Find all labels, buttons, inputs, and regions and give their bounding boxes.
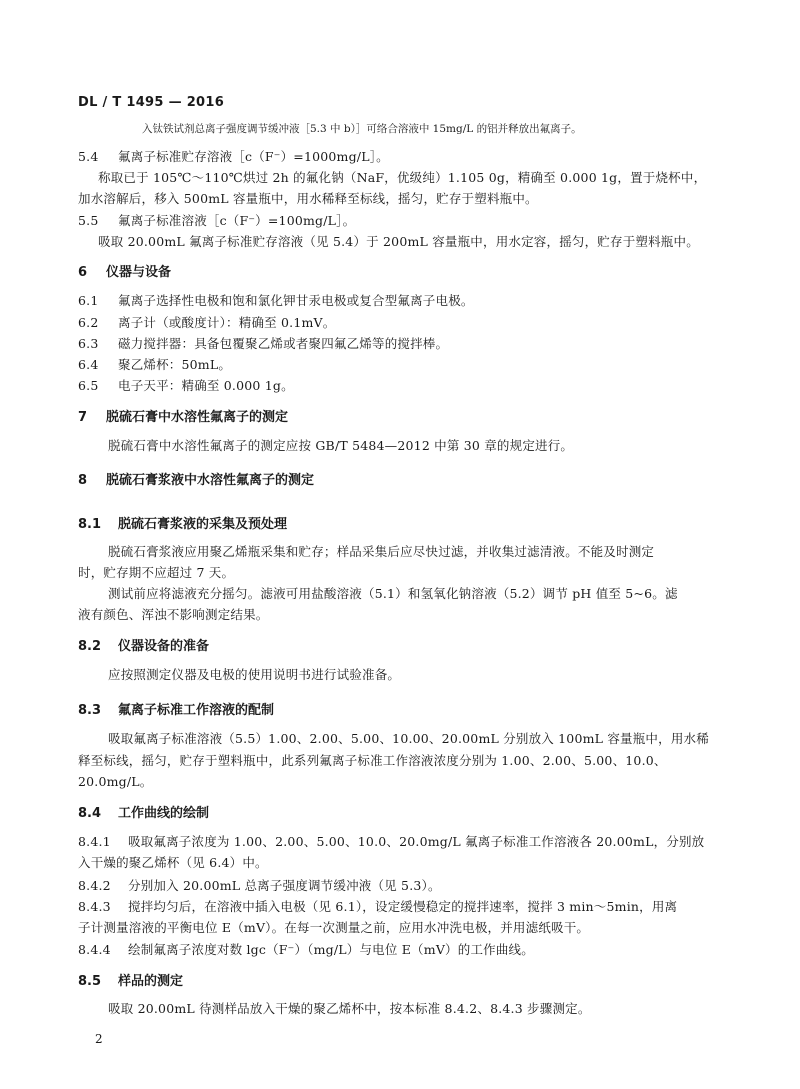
section-7-text: 脱硫石膏中水溶性氟离子的测定应按 GB/T 5484—2012 中第 30 章的规定进行。 <box>108 438 574 453</box>
section-8-3-heading: 8.3 氟离子标准工作溶液的配制 <box>78 703 275 718</box>
clause-8-4-4: 8.4.4 绘制氟离子浓度对数 lgc（F⁻）（mg/L）与电位 E（mV）的工作曲线。 <box>78 942 534 957</box>
clause-5-4: 5.4 氟离子标准贮存溶液［c（F⁻）=1000mg/L］。 <box>78 149 389 164</box>
section-8-3-line-2: 释至标线，摇匀，贮存于塑料瓶中，此系列氟离子标准工作溶液浓度分别为 1.00、2.00、5.00、10.0、 <box>78 753 667 768</box>
section-8-3-line-1: 吸取氟离子标准溶液（5.5）1.00、2.00、5.00、10.00、20.00mL 分别放入 100mL 容量瓶中，用水稀 <box>108 731 709 746</box>
section-6-heading: 6 仪器与设备 <box>78 265 172 280</box>
clause-5-5-line-1: 吸取 20.00mL 氟离子标准贮存溶液（见 5.4）于 200mL 容量瓶中，用水定容，摇匀，贮存于塑料瓶中。 <box>98 234 699 249</box>
standard-header: DL / T 1495 — 2016 <box>78 95 225 110</box>
note-line: 入钛铁试剂总离子强度调节缓冲液［5.3 中 b）］可络合溶液中 15mg/L 的铝并释放出氟离子。 <box>142 123 582 135</box>
clause-6-3: 6.3 磁力搅拌器：具备包覆聚乙烯或者聚四氟乙烯等的搅拌棒。 <box>78 336 449 351</box>
clause-6-4: 6.4 聚乙烯杯：50mL。 <box>78 357 232 372</box>
clause-6-5: 6.5 电子天平：精确至 0.000 1g。 <box>78 378 294 393</box>
clause-8-4-2: 8.4.2 分别加入 20.00mL 总离子强度调节缓冲液（见 5.3）。 <box>78 878 441 893</box>
section-8-5-heading: 8.5 样品的测定 <box>78 974 184 989</box>
clause-5-4-title: 氟离子标准贮存溶液［c（F⁻）=1000mg/L］。 <box>118 149 389 164</box>
section-8-1-heading: 8.1 脱硫石膏浆液的采集及预处理 <box>78 517 288 532</box>
section-8-1-line-3: 测试前应将滤液充分摇匀。滤液可用盐酸溶液（5.1）和氢氧化钠溶液（5.2）调节 pH 值至 5~6。滤 <box>108 586 678 601</box>
section-7-heading: 7 脱硫石膏中水溶性氟离子的测定 <box>78 410 289 425</box>
clause-6-1: 6.1 氟离子选择性电极和饱和氯化钾甘汞电极或复合型氟离子电极。 <box>78 293 474 308</box>
clause-8-4-1-cont: 入干燥的聚乙烯杯（见 6.4）中。 <box>78 855 268 870</box>
section-8-2-text: 应按照测定仪器及电极的使用说明书进行试验准备。 <box>108 667 401 682</box>
clause-8-4-3: 8.4.3 搅拌均匀后，在溶液中插入电极（见 6.1），设定缓慢稳定的搅拌速率，搅拌 3 min～5min，用离 <box>78 899 678 914</box>
section-8-3-line-3: 20.0mg/L。 <box>78 774 153 789</box>
clause-5-5: 5.5 氟离子标准溶液［c（F⁻）=100mg/L］。 <box>78 213 356 228</box>
page-number: 2 <box>95 1032 103 1046</box>
section-8-1-line-1: 脱硫石膏浆液应用聚乙烯瓶采集和贮存；样品采集后应尽快过滤，并收集过滤清液。不能及时测定 <box>108 544 655 559</box>
section-8-heading: 8 脱硫石膏浆液中水溶性氟离子的测定 <box>78 473 315 488</box>
clause-5-4-line-1: 称取已于 105℃～110℃烘过 2h 的氟化钠（NaF，优级纯）1.105 0g，精确至 0.000 1g，置于烧杯中， <box>98 170 707 185</box>
section-8-1-line-4: 液有颜色、浑浊不影响测定结果。 <box>78 607 269 622</box>
clause-6-2: 6.2 离子计（或酸度计）：精确至 0.1mV。 <box>78 315 336 330</box>
section-8-5-text: 吸取 20.00mL 待测样品放入干燥的聚乙烯杯中，按本标准 8.4.2、8.4.3 步骤测定。 <box>108 1001 591 1016</box>
clause-8-4-1: 8.4.1 吸取氟离子浓度为 1.00、2.00、5.00、10.0、20.0mg/L 氟离子标准工作溶液各 20.00mL，分别放 <box>78 834 705 849</box>
section-8-4-heading: 8.4 工作曲线的绘制 <box>78 806 210 821</box>
clause-8-4-3-cont: 子计测量溶液的平衡电位 E（mV）。在每一次测量之前，应用水冲洗电极，并用滤纸吸干。 <box>78 920 590 935</box>
clause-5-4-line-2: 加水溶解后，移入 500mL 容量瓶中，用水稀释至标线，摇匀，贮存于塑料瓶中。 <box>78 191 538 206</box>
clause-5-5-title: 氟离子标准溶液［c（F⁻）=100mg/L］。 <box>118 213 356 228</box>
section-8-1-line-2: 时，贮存期不应超过 7 天。 <box>78 565 235 580</box>
section-8-2-heading: 8.2 仪器设备的准备 <box>78 639 210 654</box>
